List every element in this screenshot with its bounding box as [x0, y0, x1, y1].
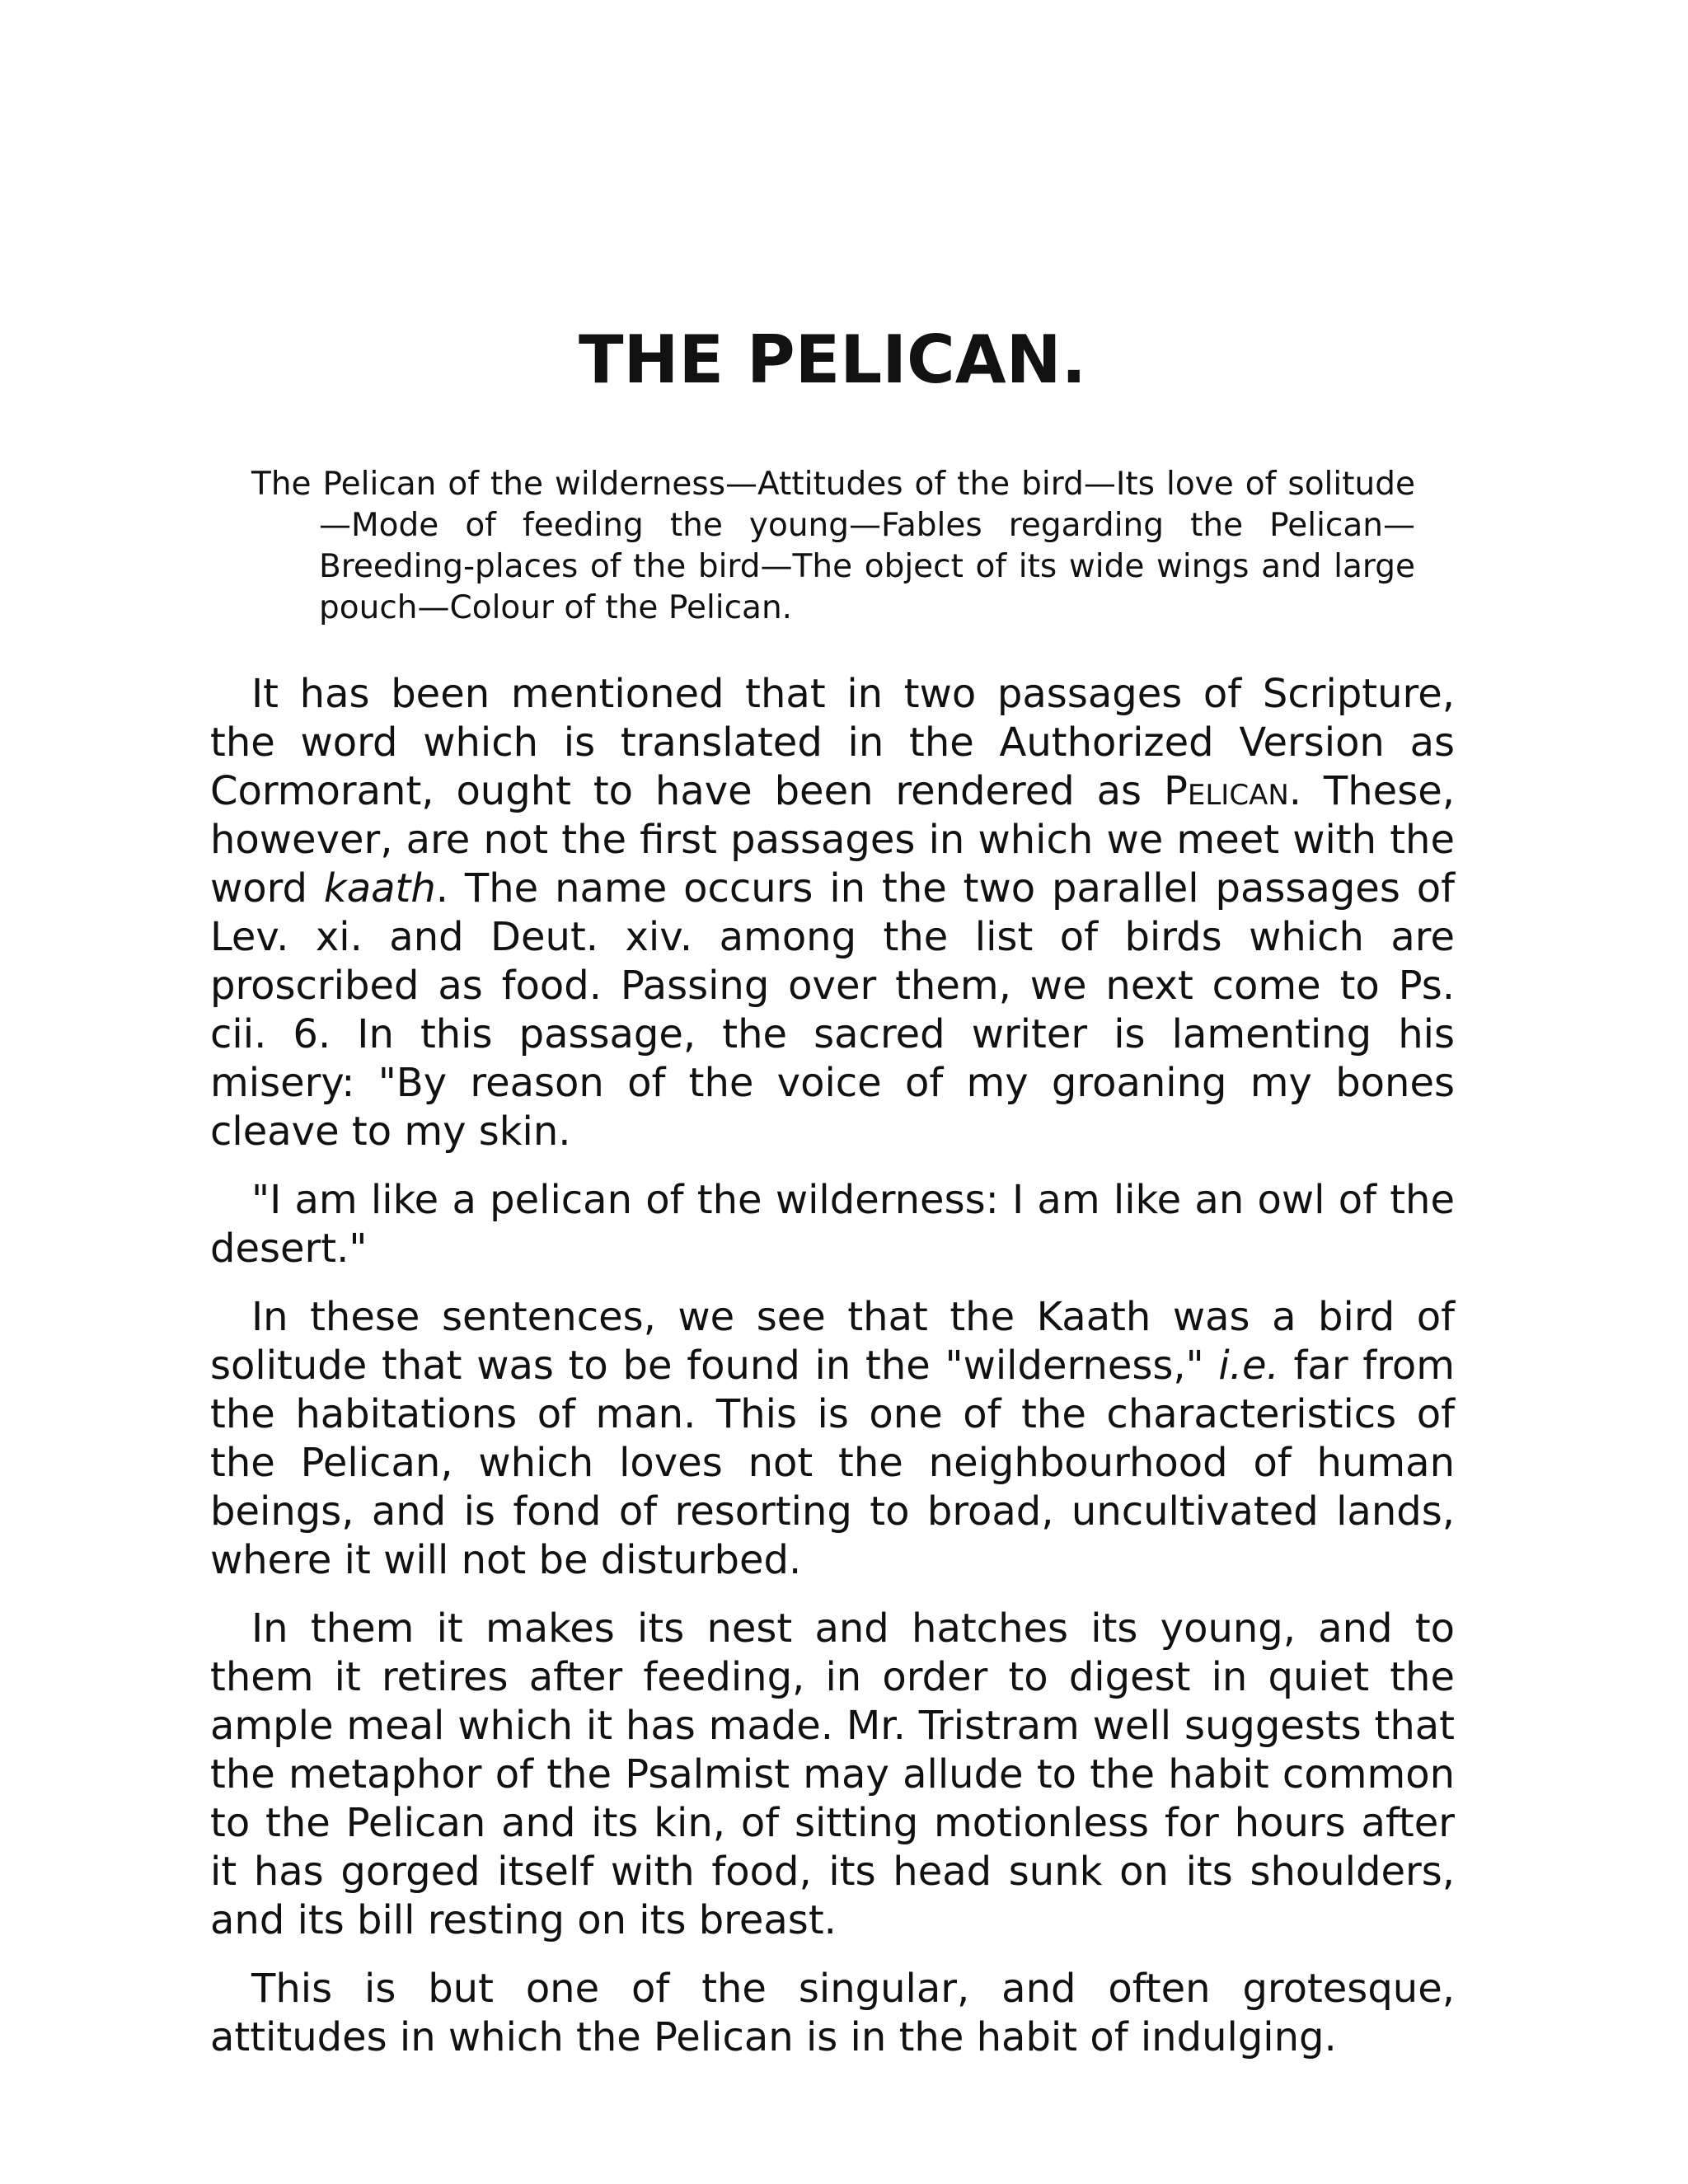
paragraph-3 — [210, 1293, 1455, 1585]
paragraph-3-text-b: far from the habitations of man. This is one of the characteristics of the Pelican, which loves not the neighbourhood of human beings, and is fond of resorting to broad, uncultivated lands, where it will not be disturbed. — [210, 1343, 1456, 1583]
paragraph-5: This is but one of the singular, and often grotesque, attitudes in which the Pelican is in the habit of indulging. — [210, 1966, 1455, 2060]
kaath-italic: kaath — [323, 865, 436, 912]
paragraph-1-text-a: It has been mentioned that in two passages of Scripture, the word which is translated in the Authorized Version as Cormorant, ought to have been rendered as — [210, 671, 1455, 814]
paragraph-1-text-c: . The name occurs in the two parallel passages of Lev. xi. and Deut. xiv. among the list of birds which are proscribed as food. Passing over them, we next come to Ps. cii. 6. In this passage, the sacred writer is lamenting his misery: "By reason of the voice of my groaning my bones cleave to my skin. — [210, 865, 1455, 1155]
paragraph-1 — [210, 670, 1455, 1156]
paragraph-1-text-b: . These, however, are not the first passages in which we meet with the word — [210, 768, 1455, 912]
paragraph-4: In them it makes its nest and hatches its young, and to them it retires after feeding, in order to digest in quiet the ample meal which it has made. Mr. Tristram well suggests that the metaphor of the Psalmist may allude to the habit common to the Pelican and its kin, of sitting motionless for hours after it has gorged itself with food, its head sunk on its shoulders, and its bill resting on its breast. — [210, 1605, 1455, 1943]
pelican-small-caps: Pelican — [1163, 768, 1289, 814]
chapter-title: THE PELICAN. — [578, 321, 1086, 398]
paragraph-2: "I am like a pelican of the wilderness: I am like an owl of the desert." — [210, 1177, 1455, 1272]
chapter-summary: The Pelican of the wilderness—Attitudes of the bird—Its love of solitude—Mode of feeding the young—Fables regarding the Pelican—Breeding-places of the bird—The object of its wide wings and large pouch—Colour of the Pelican. — [251, 466, 1415, 626]
paragraph-3-text-a: In these sentences, we see that the Kaath was a bird of solitude that was to be found in the "wilderness," — [210, 1294, 1455, 1389]
ie-italic: i.e. — [1218, 1343, 1279, 1389]
page-content — [210, 321, 1455, 2082]
